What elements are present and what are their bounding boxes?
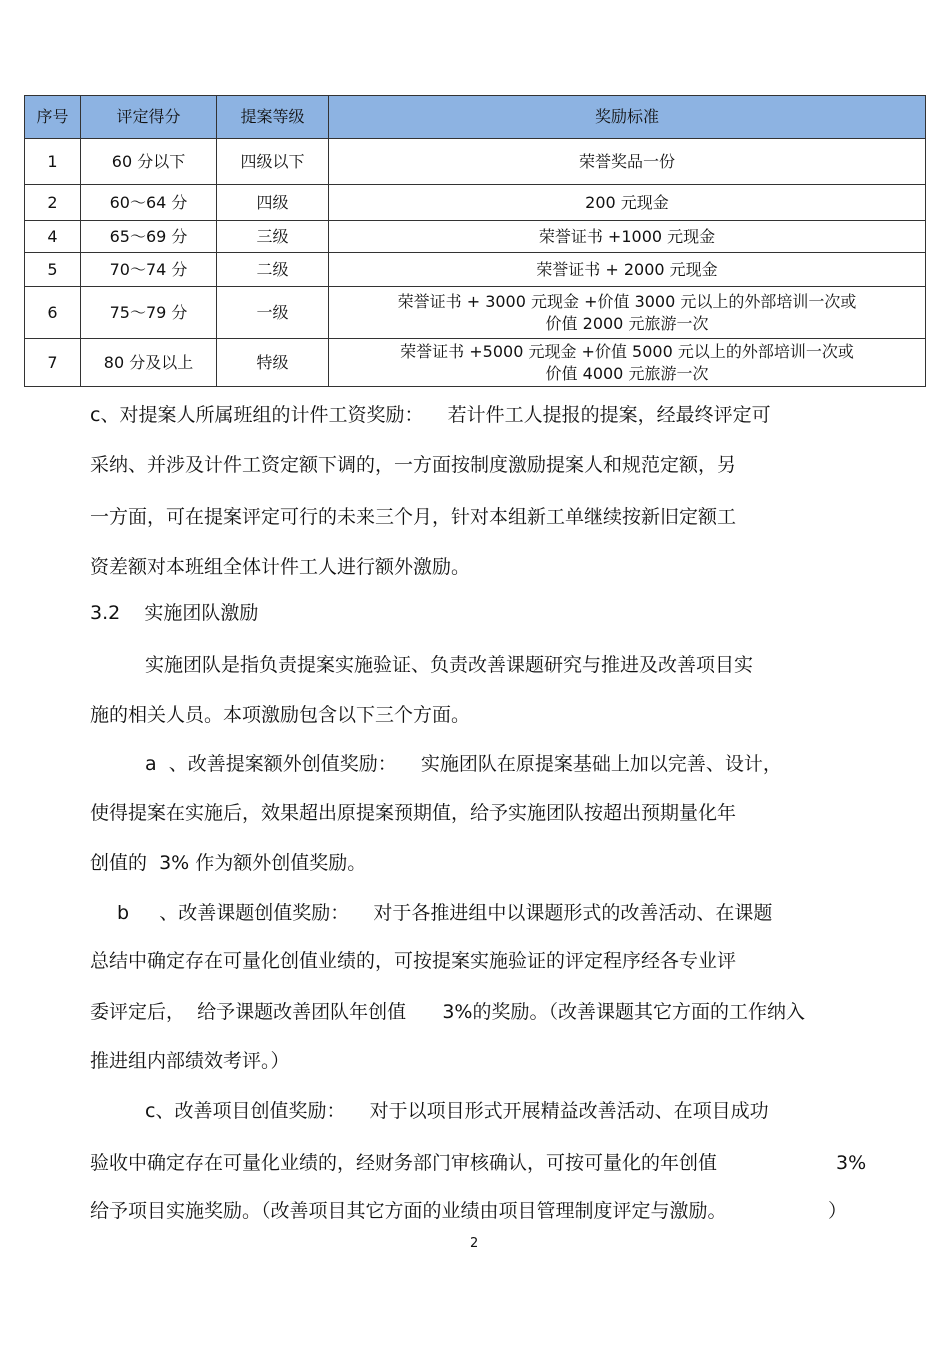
cell-no: 2: [25, 185, 81, 221]
cell-level: 四级以下: [217, 139, 329, 185]
cell-no: 1: [25, 139, 81, 185]
cell-score: 60～64 分: [81, 185, 217, 221]
item-c-line-3-paren: ）: [828, 1200, 848, 1222]
cell-reward: [329, 253, 926, 287]
table-row: [25, 185, 926, 221]
table-row: [25, 221, 926, 253]
item-c-line-1: c、改善项目创值奖励： 对于以项目形式开展精益改善活动、在项目成功: [145, 1100, 769, 1122]
item-a-line-1: a 、改善提案额外创值奖励： 实施团队在原提案基础上加以完善、设计，: [145, 753, 782, 775]
cell-level: 三级: [217, 221, 329, 253]
item-a-line-3: 创值的 3% 作为额外创值奖励。: [90, 852, 367, 874]
item-b-line-2: 总结中确定存在可量化创值业绩的，可按提案实施验证的评定程序经各专业评: [90, 950, 737, 972]
reward-line: 荣誉奖品一份: [578, 151, 675, 171]
section-heading-3-2: 3.2 实施团队激励: [90, 602, 259, 624]
cell-score: 70～74 分: [81, 253, 217, 287]
table-row: [25, 253, 926, 287]
table-row: [25, 339, 926, 387]
item-c-line-2-percent: 3%: [836, 1152, 867, 1174]
cell-score: 80 分及以上: [81, 339, 217, 387]
reward-line: 荣誉证书 + 3000 元现金 +价值 3000 元以上的外部培训一次或: [397, 291, 857, 311]
cell-reward: [329, 185, 926, 221]
paragraph-c-line-2: 采纳、并涉及计件工资定额下调的，一方面按制度激励提案人和规范定额，另: [90, 454, 737, 476]
item-c-line-2: 验收中确定存在可量化业绩的，经财务部门审核确认，可按可量化的年创值: [90, 1152, 718, 1174]
cell-reward: [329, 221, 926, 253]
cell-no: 4: [25, 221, 81, 253]
reward-line: 200 元现金: [585, 192, 669, 212]
item-b-line-3: 委评定后， 给予课题改善团队年创值 3%的奖励。（改善课题其它方面的工作纳入: [90, 1001, 805, 1023]
table-header-row: [25, 96, 926, 139]
reward-line: 荣誉证书 +1000 元现金: [538, 226, 716, 246]
cell-score: 65～69 分: [81, 221, 217, 253]
cell-no: 5: [25, 253, 81, 287]
table-body: [25, 139, 926, 387]
paragraph-c-line-3: 一方面，可在提案评定可行的未来三个月，针对本组新工单继续按新旧定额工: [90, 506, 737, 528]
item-c-line-3: 给予项目实施奖励。（改善项目其它方面的业绩由项目管理制度评定与激励。: [90, 1200, 727, 1222]
item-a-line-2: 使得提案在实施后，效果超出原提案预期值，给予实施团队按超出预期量化年: [90, 802, 737, 824]
header-no: 序号: [25, 96, 81, 139]
intro-line-2: 施的相关人员。本项激励包含以下三个方面。: [90, 704, 471, 726]
table-row: [25, 139, 926, 185]
cell-level: 特级: [217, 339, 329, 387]
cell-reward: [329, 139, 926, 185]
paragraph-c-line-4: 资差额对本班组全体计件工人进行额外激励。: [90, 556, 471, 578]
page-number: 2: [470, 1236, 479, 1251]
reward-line: 价值 2000 元旅游一次: [545, 313, 709, 333]
item-b-line-1: b 、改善课题创值奖励： 对于各推进组中以课题形式的改善活动、在课题: [117, 902, 773, 924]
header-reward: 奖励标准: [329, 96, 926, 139]
header-level: 提案等级: [217, 96, 329, 139]
intro-line-1: 实施团队是指负责提案实施验证、负责改善课题研究与推进及改善项目实: [145, 654, 754, 676]
header-score: 评定得分: [81, 96, 217, 139]
cell-level: 四级: [217, 185, 329, 221]
cell-level: 二级: [217, 253, 329, 287]
reward-line: 价值 4000 元旅游一次: [545, 363, 709, 383]
cell-reward: [329, 339, 926, 387]
table-row: [25, 287, 926, 339]
reward-line: 荣誉证书 +5000 元现金 +价值 5000 元以上的外部培训一次或: [400, 341, 854, 361]
paragraph-c-line-1: c、对提案人所属班组的计件工资奖励： 若计件工人提报的提案，经最终评定可: [90, 404, 771, 426]
cell-level: 一级: [217, 287, 329, 339]
reward-line: 荣誉证书 + 2000 元现金: [536, 259, 718, 279]
reward-standard-table: [24, 95, 926, 387]
cell-no: 7: [25, 339, 81, 387]
item-b-line-4: 推进组内部绩效考评。）: [90, 1050, 290, 1072]
cell-score: 60 分以下: [81, 139, 217, 185]
cell-reward: [329, 287, 926, 339]
cell-score: 75～79 分: [81, 287, 217, 339]
cell-no: 6: [25, 287, 81, 339]
